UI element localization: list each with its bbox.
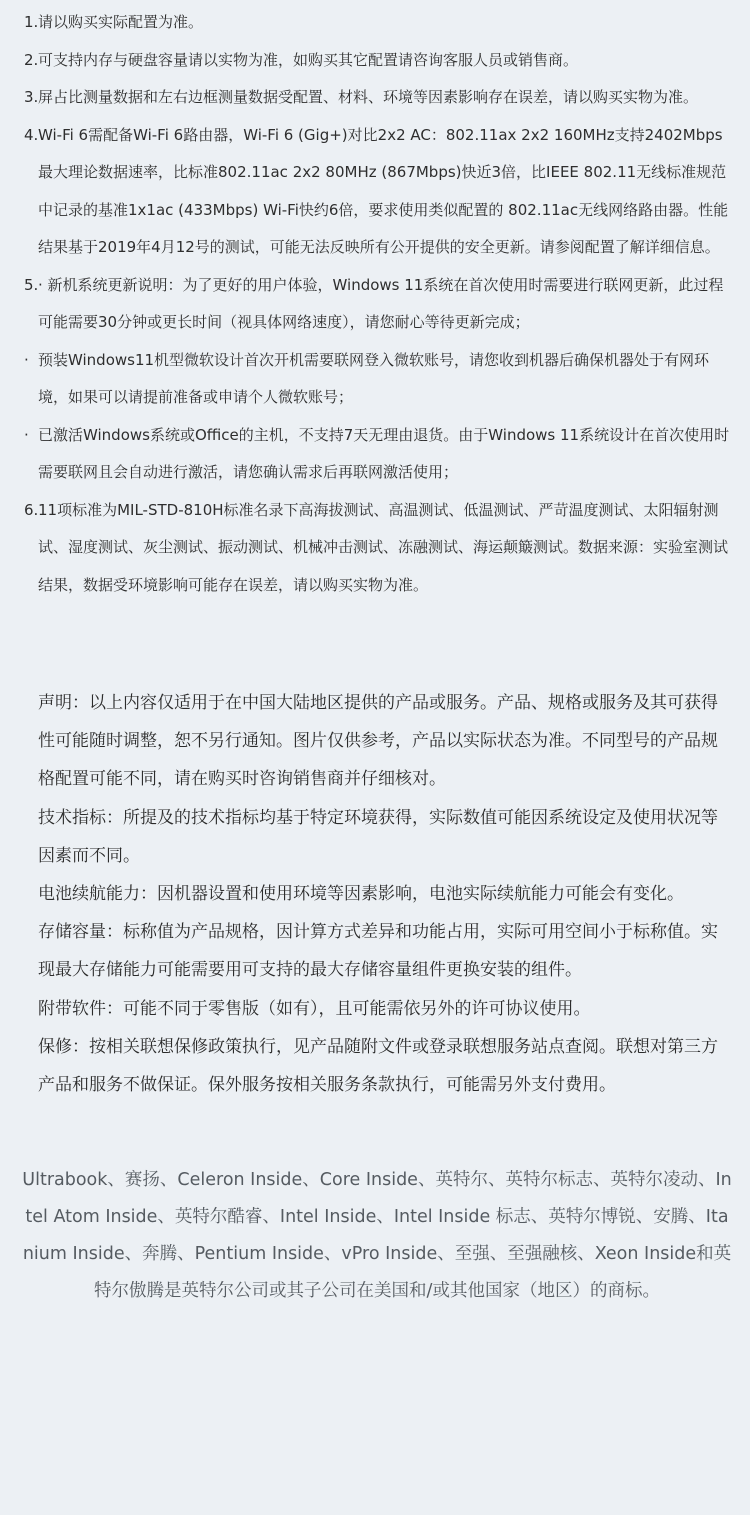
note-text: 屏占比测量数据和左右边框测量数据受配置、材料、环境等因素影响存在误差，请以购买实物为准。 [38, 88, 699, 106]
note-text: 已激活Windows系统或Office的主机，不支持7天无理由退货。由于Windows 11系统设计在首次使用时需要联网且会自动进行激活，请您确认需求后再联网激活使用； [38, 425, 730, 481]
note-text: 11项标准为MIL-STD-810H标准名录下高海拔测试、高温测试、低温测试、严苛温度测试、太阳辐射测试、湿度测试、灰尘测试、振动测试、机械冲击测试、冻融测试、海运颠簸测试。数据来源：实验室测试结果，数据受环境影响可能存在误差，请以购买实物为准。 [38, 500, 729, 594]
note-marker: 4. [24, 125, 39, 144]
note-item [24, 492, 732, 605]
declaration-section [38, 684, 732, 1104]
note-item [24, 4, 732, 42]
trademark-notice: Ultrabook、赛扬、Celeron Inside、Core Inside、英特尔、英特尔标志、英特尔凌动、Intel Atom Inside、英特尔酷睿、Intel Inside、Intel Inside 标志、英特尔博锐、安腾、Itanium Inside、奔腾、Pentium Inside、vPro Inside、至强、至强融核、Xeon Inside和英特尔傲腾是英特尔公司或其子公司在美国和/或其他国家（地区）的商标。 [22, 1170, 732, 1301]
note-item [24, 42, 732, 80]
notes-list [24, 4, 732, 604]
battery-note: 电池续航能力：因机器设置和使用环境等因素影响，电池实际续航能力可能会有变化。 [38, 884, 684, 905]
technical-specs-note: 技术指标：所提及的技术指标均基于特定环境获得，实际数值可能因系统设定及使用状况等因素而不同。 [38, 807, 718, 866]
warranty-note: 保修：按相关联想保修政策执行，见产品随附文件或登录联想服务站点查阅。联想对第三方产品和服务不做保证。保外服务按相关服务条款执行，可能需另外支付费用。 [38, 1036, 718, 1096]
note-marker: 3. [24, 88, 39, 106]
note-marker: 2. [24, 50, 39, 69]
note-item [24, 417, 732, 492]
note-marker: 1. [24, 13, 39, 31]
note-item [24, 267, 732, 342]
note-item [24, 117, 732, 267]
note-text: 预装Windows11机型微软设计首次开机需要联网登入微软账号，请您收到机器后确保机器处于有网环境，如果可以请提前准备或申请个人微软账号； [38, 350, 710, 406]
note-marker: · [24, 425, 29, 444]
note-marker: · [24, 350, 29, 369]
note-text: 请以购买实际配置为准。 [38, 13, 204, 31]
note-marker: 6. [24, 500, 39, 519]
software-note: 附带软件：可能不同于零售版（如有），且可能需依另外的许可协议使用。 [38, 998, 591, 1019]
declaration-statement: 声明：以上内容仅适用于在中国大陆地区提供的产品或服务。产品、规格或服务及其可获得性可能随时调整，恕不另行通知。图片仅供参考，产品以实际状态为准。不同型号的产品规格配置可能不同，请在购买时咨询销售商并仔细核对。 [38, 693, 718, 790]
note-marker: 5. [24, 275, 39, 294]
note-text: 可支持内存与硬盘容量请以实物为准，如购买其它配置请咨询客服人员或销售商。 [38, 50, 579, 69]
note-item [24, 79, 732, 117]
storage-note: 存储容量：标称值为产品规格，因计算方式差异和功能占用，实际可用空间小于标称值。实现最大存储能力可能需要用可支持的最大存储容量组件更换安装的组件。 [38, 922, 718, 981]
note-text: · 新机系统更新说明：为了更好的用户体验，Windows 11系统在首次使用时需要进行联网更新，此过程可能需要30分钟或更长时间（视具体网络速度），请您耐心等待更新完成； [38, 275, 724, 331]
note-text: Wi-Fi 6需配备Wi-Fi 6路由器，Wi-Fi 6 (Gig+)对比2x2 AC：802.11ax 2x2 160MHz支持2402Mbps最大理论数据速率，比标准802.11ac 2x2 80MHz (867Mbps)快近3倍，比IEEE 802.11无线标准规范中记录的基准1x1ac (433Mbps) Wi-Fi快约6倍，要求使用类似配置的 802.11ac无线网络路由器。性能结果基于2019年4月12号的测试，可能无法反映所有公开提供的安全更新。请参阅配置了解详细信息。 [38, 125, 729, 256]
note-item [24, 342, 732, 417]
